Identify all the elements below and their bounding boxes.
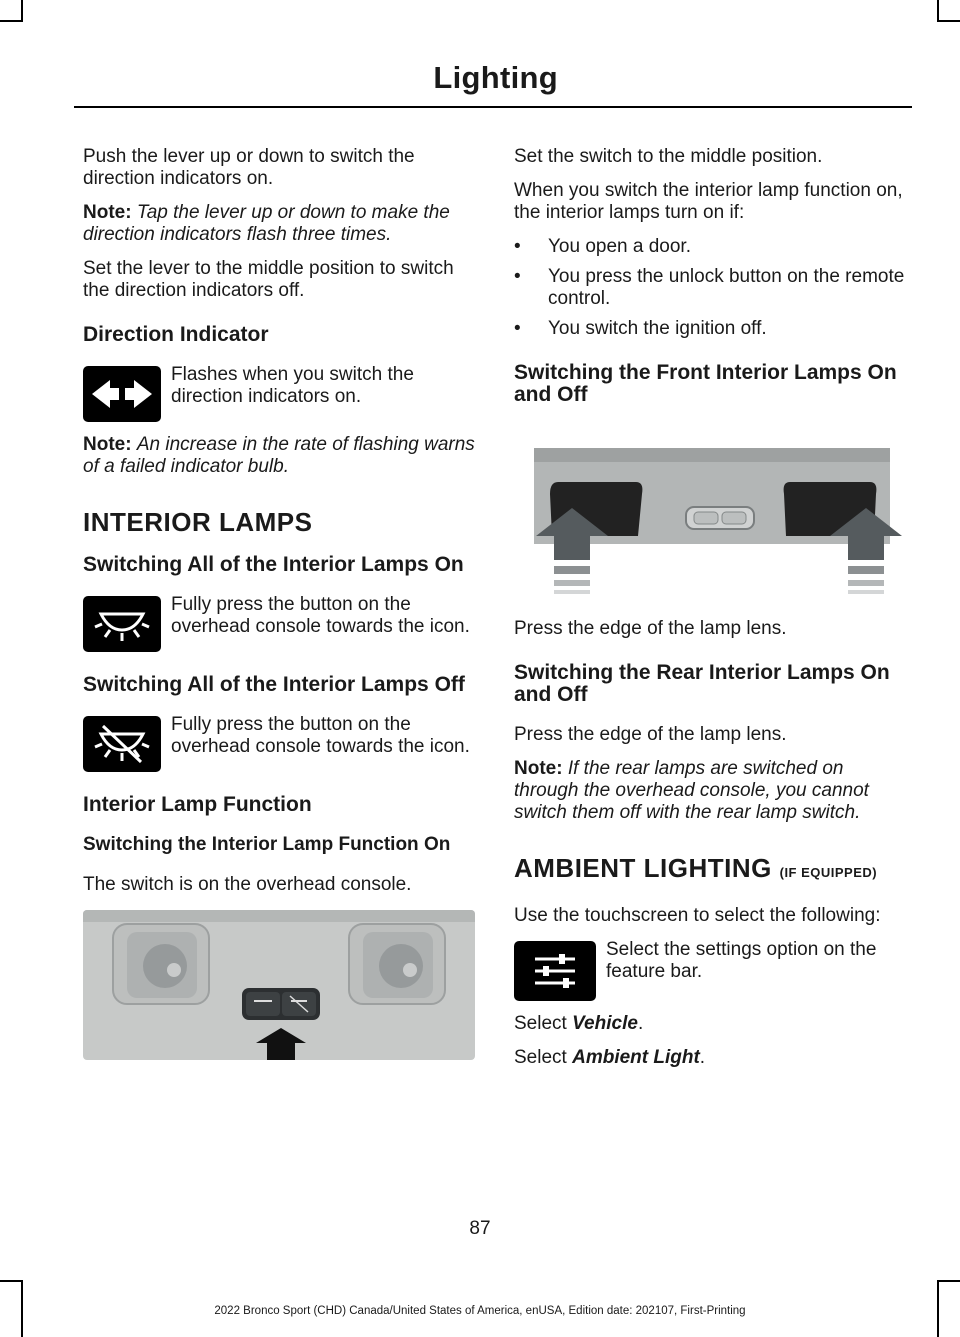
note — [83, 434, 475, 478]
paragraph: Push the lever up or down to switch the direction indicators on. — [83, 146, 415, 189]
direction-indicator-heading: Direction Indicator — [83, 323, 269, 346]
note-text: An increase in the rate of flashing warns of a failed indicator bulb. — [83, 434, 475, 477]
page-title: Lighting — [433, 60, 558, 95]
note — [514, 758, 906, 824]
period: . — [699, 1047, 706, 1068]
list-item: • You press the unlock button on the remote control. — [514, 266, 906, 310]
all-lamps-on-heading: Switching All of the Interior Lamps On — [83, 553, 464, 576]
interior-lamp-on-icon — [83, 596, 161, 652]
direction-indicator-icon — [83, 366, 161, 422]
header-rule — [74, 106, 912, 108]
note-label: Note: — [83, 434, 132, 455]
section-heading-interior-lamps: INTERIOR LAMPS — [83, 507, 313, 537]
front-interior-lamps-figure — [514, 424, 906, 600]
note — [83, 202, 475, 246]
note-label: Note: — [83, 202, 132, 223]
direction-indicator-text: Flashes when you switch the direction indicators on. — [171, 364, 414, 407]
rear-lamps-text: Press the edge of the lamp lens. — [514, 724, 787, 745]
settings-row — [514, 939, 906, 1001]
right-column — [514, 146, 906, 1081]
overhead-console-figure — [83, 910, 475, 1060]
note-text: If the rear lamps are switched on through the overhead console, you cannot switch them off with the rear lamp switch. — [514, 758, 869, 823]
direction-indicator-row — [83, 364, 475, 422]
list-item: • You switch the ignition off. — [514, 318, 906, 340]
interior-lamp-off-icon — [83, 716, 161, 772]
settings-text: Select the settings option on the feature bar. — [606, 939, 877, 982]
paragraph: When you switch the interior lamp function on, the interior lamps turn on if: — [514, 180, 903, 223]
vehicle-menu-label: Vehicle — [572, 1013, 638, 1034]
select-prefix: Select — [514, 1013, 567, 1034]
paragraph: Set the switch to the middle position. — [514, 146, 823, 167]
bullet-list — [514, 236, 906, 340]
crop-mark — [938, 1280, 960, 1282]
crop-mark — [938, 20, 960, 22]
crop-mark — [21, 0, 23, 22]
list-item: • You open a door. — [514, 236, 906, 258]
left-column — [83, 146, 475, 1078]
select-vehicle — [514, 1013, 906, 1035]
all-lamps-off-heading: Switching All of the Interior Lamps Off — [83, 673, 465, 696]
if-equipped-label: (IF EQUIPPED) — [779, 865, 878, 880]
all-lamps-on-text: Fully press the button on the overhead console towards the icon. — [171, 594, 470, 637]
front-lamps-heading: Switching the Front Interior Lamps On and Off — [514, 361, 897, 406]
select-ambient-light — [514, 1047, 906, 1069]
interior-lamp-function-heading: Interior Lamp Function — [83, 793, 312, 816]
select-prefix: Select — [514, 1047, 567, 1068]
console-text: The switch is on the overhead console. — [83, 874, 412, 895]
touchscreen-text: Use the touchscreen to select the following: — [514, 905, 881, 926]
crop-mark — [0, 1280, 22, 1282]
crop-mark — [937, 0, 939, 22]
note-text: Tap the lever up or down to make the direction indicators flash three times. — [83, 202, 450, 245]
front-lamps-text: Press the edge of the lamp lens. — [514, 618, 787, 639]
section-heading-ambient-lighting — [514, 854, 906, 887]
period: . — [637, 1013, 644, 1034]
paragraph: Set the lever to the middle position to switch the direction indicators off. — [83, 258, 454, 301]
note-label: Note: — [514, 758, 563, 779]
page-number: 87 — [469, 1218, 491, 1239]
all-lamps-off-text: Fully press the button on the overhead console towards the icon. — [171, 714, 470, 757]
rear-lamps-heading: Switching the Rear Interior Lamps On and Off — [514, 661, 890, 706]
crop-mark — [0, 20, 22, 22]
ambient-heading-text: AMBIENT LIGHTING — [514, 853, 772, 883]
settings-sliders-icon — [514, 941, 596, 1001]
function-on-heading: Switching the Interior Lamp Function On — [83, 834, 451, 855]
all-lamps-on-row — [83, 594, 475, 652]
ambient-light-menu-label: Ambient Light — [572, 1047, 700, 1068]
edition-footer: 2022 Bronco Sport (CHD) Canada/United States of America, enUSA, Edition date: 202107, First-Printing — [214, 1305, 746, 1317]
all-lamps-off-row — [83, 714, 475, 772]
